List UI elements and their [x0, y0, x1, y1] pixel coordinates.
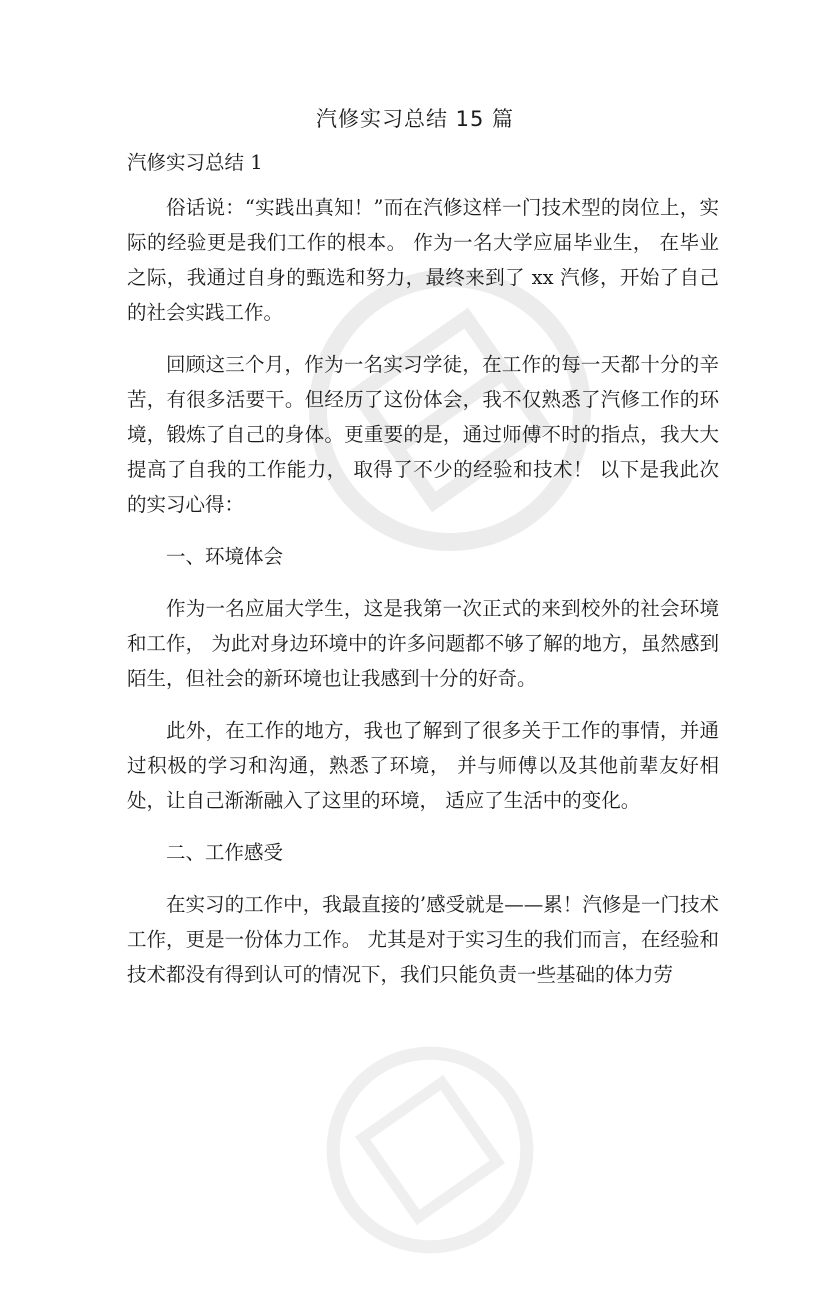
- body-paragraph: 在实习的工作中，我最直接的’感受就是——累！汽修是一门技术工作，更是一份体力工作。 尤其是对于实习生的我们而言，在经验和技术都没有得到认可的情况下，我们只能负责一些基础的体力劳: [127, 893, 719, 986]
- body-paragraph: 回顾这三个月，作为一名实习学徒，在工作的每一天都十分的辛苦，有很多活要干。但经历了这份体会，我不仅熟悉了汽修工作的环境，锻炼了自己的身体。更重要的是，通过师傅不时的指点，我大大提高了自我的工作能力， 取得了不少的经验和技术！ 以下是我此次的实习心得：: [127, 353, 719, 516]
- body-paragraph: 作为一名应届大学生，这是我第一次正式的来到校外的社会环境和工作， 为此对身边环境中的许多问题都不够了解的地方，虽然感到陌生，但社会的新环境也让我感到十分的好奇。: [127, 597, 719, 690]
- subsection-title: 二、工作感受: [166, 841, 284, 864]
- section-heading: 汽修实习总结 1: [127, 151, 263, 174]
- subsection-title: 一、环境体会: [166, 545, 284, 568]
- watermark-icon: [277, 997, 583, 1303]
- body-paragraph: 俗话说：“实践出真知！”而在汽修这样一门技术型的岗位上，实际的经验更是我们工作的根本。 作为一名大学应届毕业生， 在毕业之际，我通过自身的甄选和努力，最终来到了 xx 汽修，开始了自己的社会实践工作。: [127, 196, 719, 324]
- document-body: [127, 145, 719, 1009]
- body-paragraph: 此外，在工作的地方，我也了解到了很多关于工作的事情，并通过积极的学习和沟通，熟悉了环境， 并与师傅以及其他前辈友好相处，让自己渐渐融入了这里的环境， 适应了生活中的变化。: [127, 719, 719, 812]
- page-title: 汽修实习总结 15 篇: [315, 107, 515, 131]
